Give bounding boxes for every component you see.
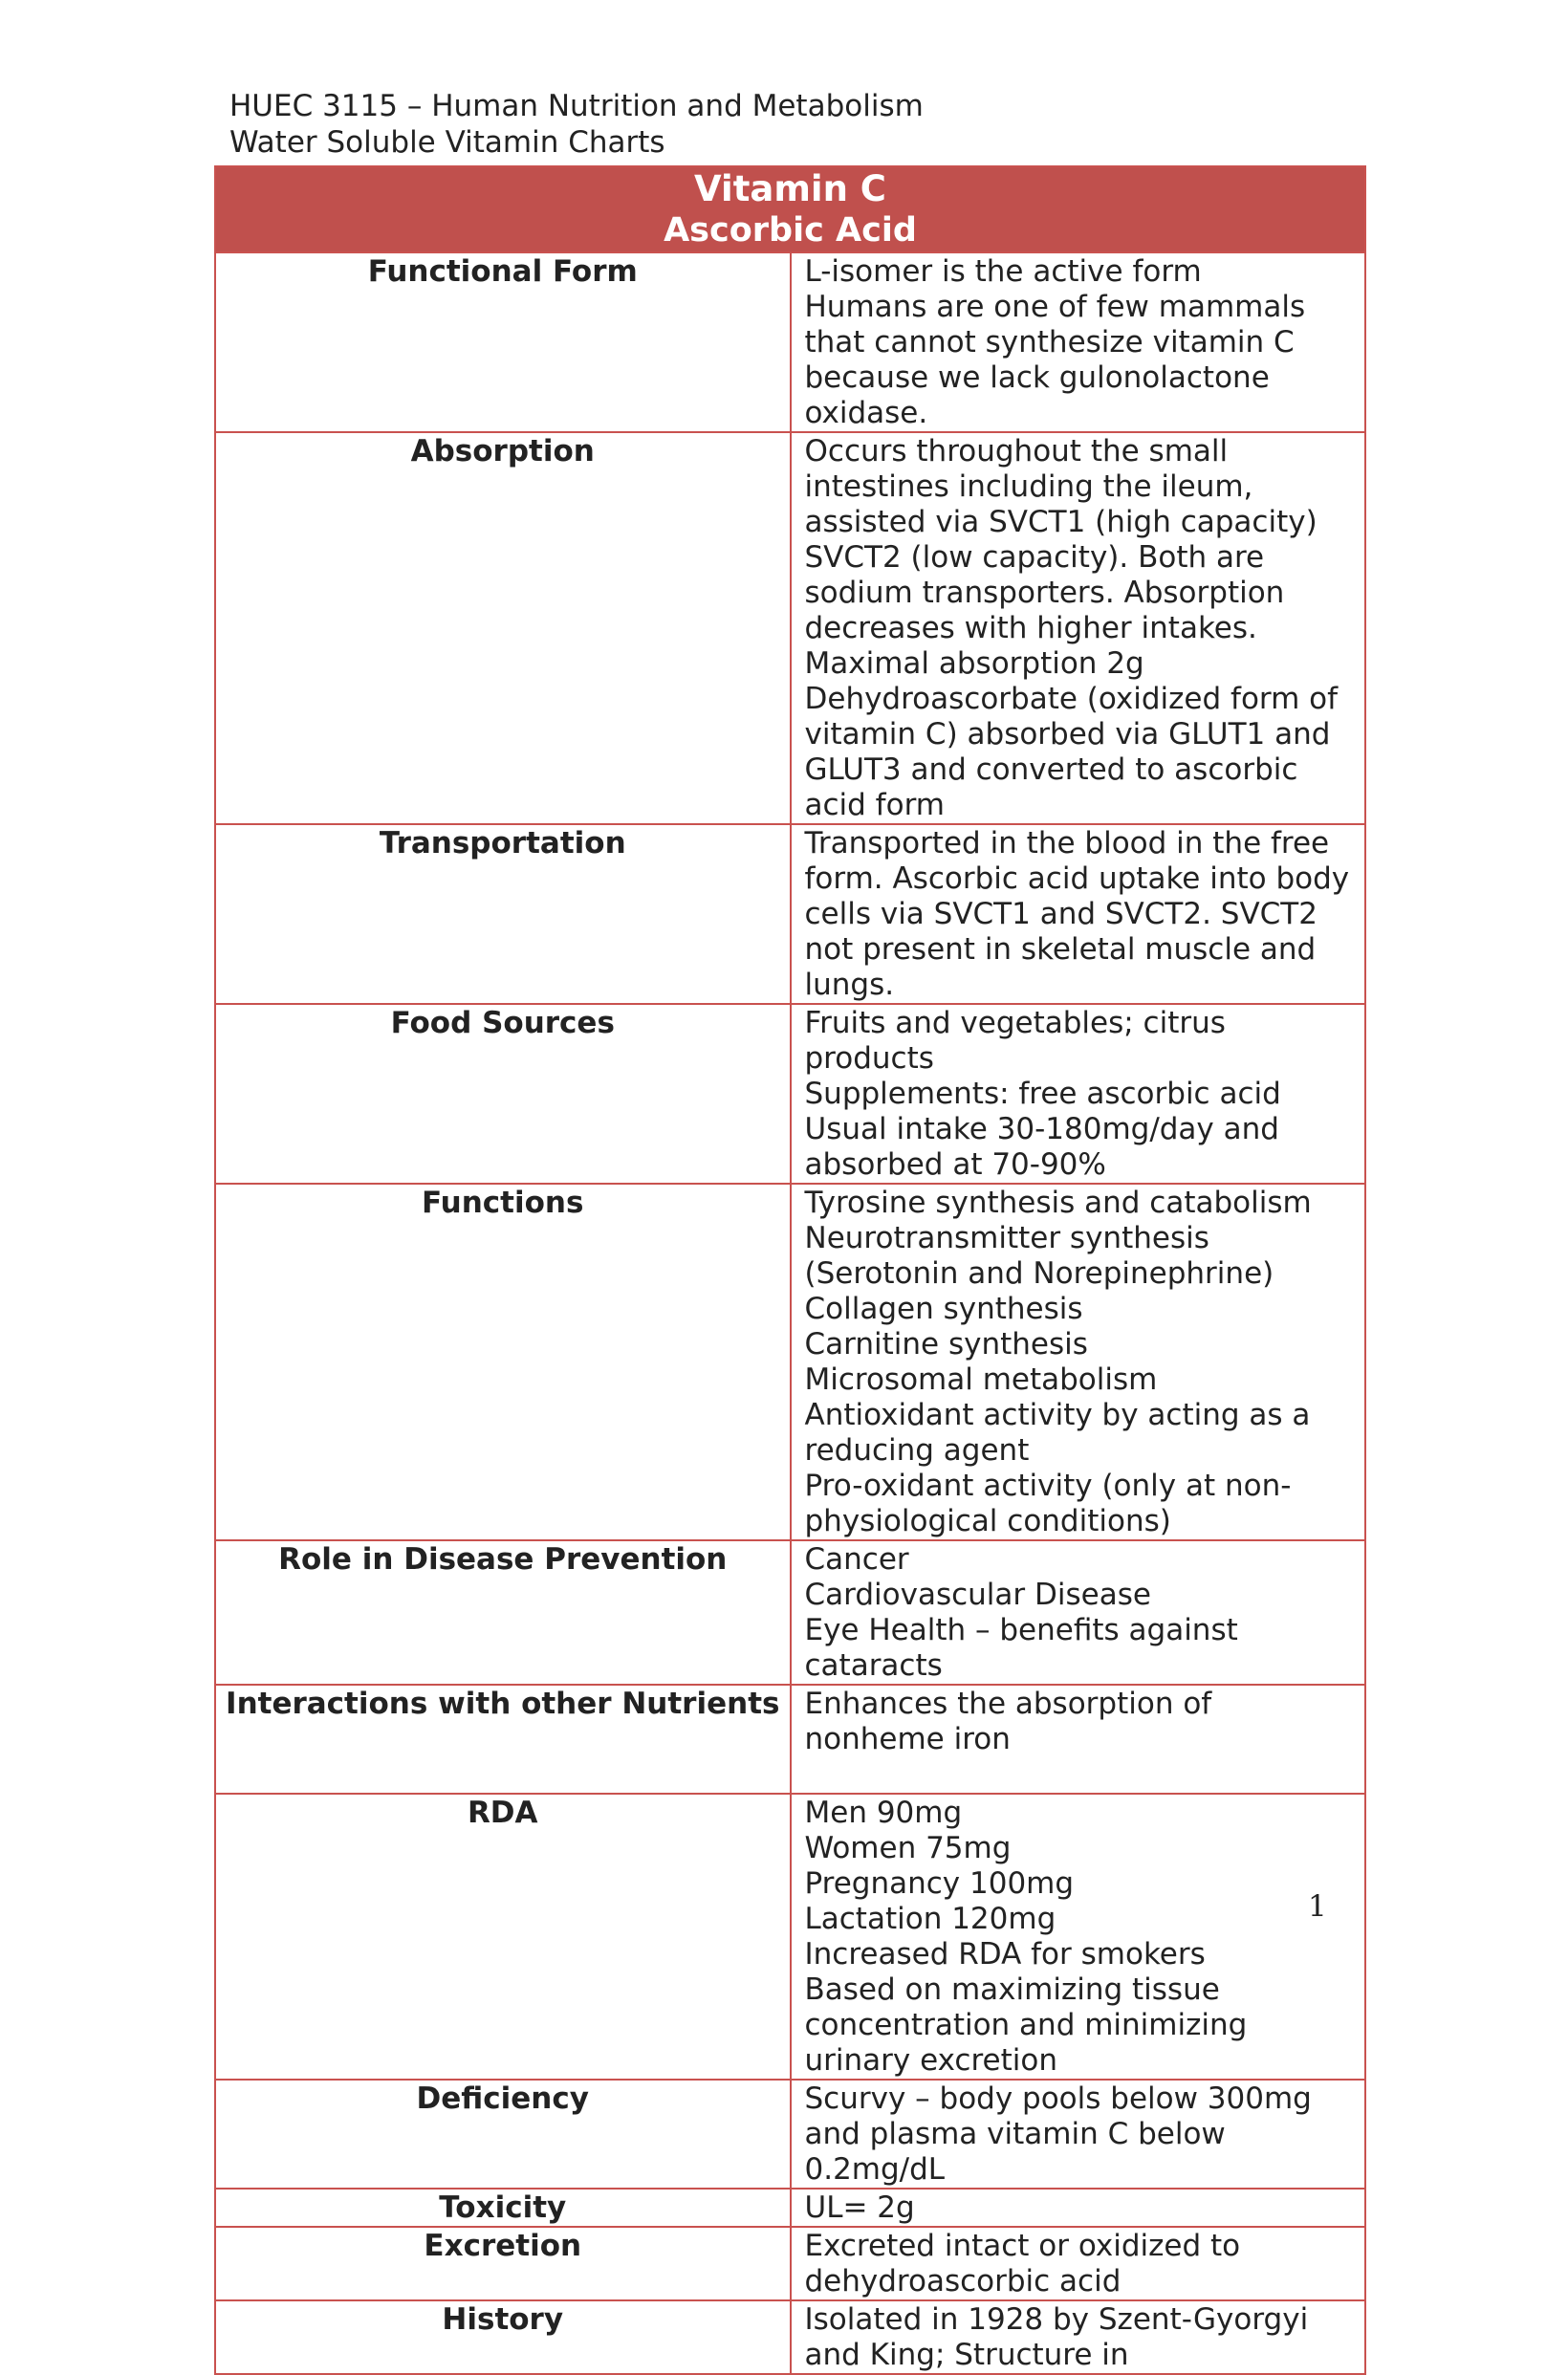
row-label: Absorption: [215, 432, 791, 824]
content-line: Tyrosine synthesis and catabolism: [804, 1186, 1312, 1220]
row-label: Interactions with other Nutrients: [215, 1685, 791, 1794]
content-line: Transported in the blood in the free form. Ascorbic acid uptake into body cells via SVCT1 and SVCT2. SVCT2 not present in skeletal muscle and lungs.: [804, 826, 1350, 1002]
content-line: Usual intake 30-180mg/day and absorbed at 70-90%: [804, 1112, 1279, 1182]
row-label: Deficiency: [215, 2080, 791, 2189]
row-content: [791, 2189, 1366, 2227]
content-line: Men 90mg: [804, 1796, 963, 1830]
row-label: Transportation: [215, 824, 791, 1004]
vitamin-chemical-name: Ascorbic Acid: [664, 211, 917, 250]
vitamin-table: [214, 165, 1366, 2375]
row-content: [791, 2227, 1366, 2300]
content-line: Based on maximizing tissue concentration and minimizing urinary excretion: [804, 1972, 1248, 2078]
content-line: Supplements: free ascorbic acid: [804, 1077, 1281, 1111]
table-body: [215, 252, 1365, 2374]
row-label: Role in Disease Prevention: [215, 1540, 791, 1685]
row-label: RDA: [215, 1794, 791, 2080]
content-line: UL= 2g: [804, 2190, 915, 2225]
content-line: Neurotransmitter synthesis (Serotonin and Norepinephrine): [804, 1221, 1274, 1291]
row-label: Food Sources: [215, 1004, 791, 1184]
table-row-functions: [215, 1184, 1365, 1540]
course-title: HUEC 3115 – Human Nutrition and Metabolism: [229, 89, 924, 123]
row-label: Functions: [215, 1184, 791, 1540]
row-content: [791, 1685, 1366, 1794]
table-row-deficiency: [215, 2080, 1365, 2189]
content-line: Antioxidant activity by acting as a reducing agent: [804, 1398, 1311, 1468]
row-content: [791, 1540, 1366, 1685]
content-line: Collagen synthesis: [804, 1292, 1083, 1326]
content-line: L-isomer is the active form: [804, 254, 1202, 289]
table-row-history: [215, 2300, 1365, 2374]
row-label: Excretion: [215, 2227, 791, 2300]
table-row-rda: [215, 1794, 1365, 2080]
content-line: Pro-oxidant activity (only at non-physiological conditions): [804, 1469, 1292, 1538]
content-line: Fruits and vegetables; citrus products: [804, 1006, 1226, 1076]
content-line: Pregnancy 100mg: [804, 1866, 1075, 1901]
table-row-absorption: [215, 432, 1365, 824]
row-label: History: [215, 2300, 791, 2374]
document-subtitle: Water Soluble Vitamin Charts: [229, 125, 665, 160]
content-line: Enhances the absorption of nonheme iron: [804, 1687, 1212, 1756]
page-number: 1: [1308, 1889, 1327, 1924]
table-title-row: [215, 166, 1365, 252]
content-line: Lactation 120mg: [804, 1902, 1056, 1936]
table-row-interactions: [215, 1685, 1365, 1794]
table-row-excretion: [215, 2227, 1365, 2300]
content-line: Cardiovascular Disease: [804, 1578, 1151, 1612]
row-content: [791, 1184, 1366, 1540]
content-line: Cancer: [804, 1542, 909, 1577]
row-content: [791, 824, 1366, 1004]
content-line: Dehydroascorbate (oxidized form of vitamin C) absorbed via GLUT1 and GLUT3 and converted to ascorbic acid form: [804, 682, 1339, 822]
table-row-food-sources: [215, 1004, 1365, 1184]
page-header: [229, 88, 924, 161]
content-line: Women 75mg: [804, 1831, 1012, 1865]
row-content: [791, 2080, 1366, 2189]
content-line: Scurvy – body pools below 300mg and plasma vitamin C below 0.2mg/dL: [804, 2081, 1312, 2187]
content-line: Microsomal metabolism: [804, 1362, 1158, 1397]
row-content: [791, 432, 1366, 824]
content-line: Humans are one of few mammals that cannot synthesize vitamin C because we lack gulonolactone oxidase.: [804, 290, 1306, 430]
content-line: Increased RDA for smokers: [804, 1937, 1206, 1972]
row-content: [791, 1004, 1366, 1184]
content-line: Excreted intact or oxidized to dehydroascorbic acid: [804, 2229, 1241, 2299]
content-line: Occurs throughout the small intestines including the ileum, assisted via SVCT1 (high capacity) SVCT2 (low capacity). Both are sodium transporters. Absorption decreases with higher intakes. Maximal absorption 2g: [804, 434, 1318, 681]
row-label: Functional Form: [215, 252, 791, 432]
row-content: [791, 1794, 1366, 2080]
content-line: Isolated in 1928 by Szent-Gyorgyi and King; Structure in: [804, 2302, 1309, 2372]
row-content: [791, 252, 1366, 432]
table-row-disease-prevention: [215, 1540, 1365, 1685]
row-content: [791, 2300, 1366, 2374]
table-title-cell: [215, 166, 1365, 252]
content-line: Carnitine synthesis: [804, 1327, 1088, 1362]
table-row-transportation: [215, 824, 1365, 1004]
table-row-functional-form: [215, 252, 1365, 432]
row-label: Toxicity: [215, 2189, 791, 2227]
table-row-toxicity: [215, 2189, 1365, 2227]
vitamin-name: Vitamin C: [694, 168, 886, 209]
content-line: Eye Health – benefits against cataracts: [804, 1613, 1238, 1683]
